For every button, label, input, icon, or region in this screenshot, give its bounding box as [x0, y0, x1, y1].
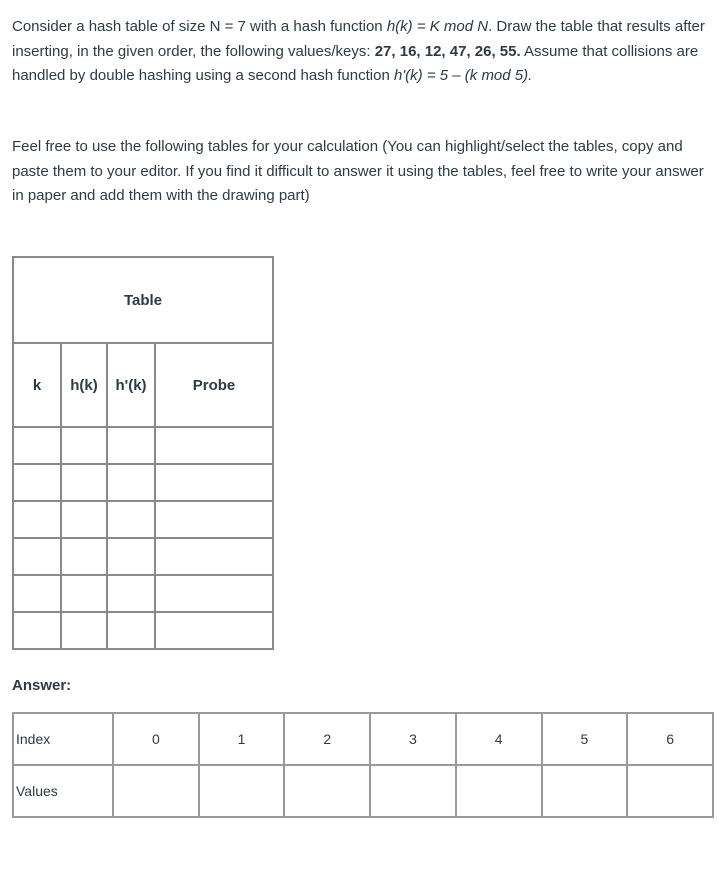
answer-table[interactable]: [12, 712, 714, 818]
values-label: Values: [13, 765, 113, 817]
calc-cell[interactable]: [13, 575, 61, 612]
table-row: [13, 464, 273, 501]
calc-cell[interactable]: [155, 575, 273, 612]
value-cell[interactable]: [456, 765, 542, 817]
calc-cell[interactable]: [13, 612, 61, 649]
value-cell[interactable]: [199, 765, 285, 817]
index-cell: 3: [370, 713, 456, 765]
question-text-c: Assume that collisions are handled by double hashing using a second hash function: [12, 42, 699, 84]
value-cell[interactable]: [370, 765, 456, 817]
keys-list: 27, 16, 12, 47, 26, 55.: [374, 42, 521, 60]
calc-cell[interactable]: [155, 612, 273, 649]
index-cell: 4: [456, 713, 542, 765]
value-cell[interactable]: [542, 765, 628, 817]
calc-cell[interactable]: [155, 464, 273, 501]
table-row: [13, 538, 273, 575]
instructions-paragraph: Feel free to use the following tables for your calculation (You can highlight/select the tables, copy and paste them to your editor. If you find it difficult to answer it using the tables, feel free to write your answer in paper and add them with the drawing part): [12, 138, 704, 204]
calc-cell[interactable]: [13, 427, 61, 464]
second-hash-function: h'(k) = 5 – (k mod 5).: [393, 67, 533, 84]
calc-cell[interactable]: [107, 427, 155, 464]
question-text-b: . Draw the table that results after inserting, in the given order, the following values/keys:: [12, 18, 705, 60]
calc-cell[interactable]: [155, 501, 273, 538]
answer-label: Answer:: [12, 677, 72, 694]
values-row: [13, 765, 713, 817]
calc-table-caption: Table: [13, 257, 273, 343]
hash-function: h(k) = K mod N: [386, 18, 489, 35]
calc-cell[interactable]: [13, 538, 61, 575]
calc-cell[interactable]: [61, 427, 107, 464]
value-cell[interactable]: [113, 765, 199, 817]
calc-cell[interactable]: [155, 427, 273, 464]
index-cell: 1: [199, 713, 285, 765]
index-cell: 5: [542, 713, 628, 765]
calc-cell[interactable]: [155, 538, 273, 575]
question-text-a: Consider a hash table of size N = 7 with a hash function: [12, 18, 387, 35]
calculation-table[interactable]: [12, 256, 274, 650]
calc-cell[interactable]: [107, 464, 155, 501]
value-cell[interactable]: [284, 765, 370, 817]
calc-cell[interactable]: [107, 538, 155, 575]
calc-header-k: k: [13, 343, 61, 427]
table-row: [13, 575, 273, 612]
question-paragraph: [12, 15, 712, 89]
calc-header-probe: Probe: [155, 343, 273, 427]
calc-cell[interactable]: [107, 575, 155, 612]
calc-cell[interactable]: [61, 538, 107, 575]
table-row: [13, 612, 273, 649]
calc-cell[interactable]: [13, 464, 61, 501]
index-label: Index: [13, 713, 113, 765]
calc-cell[interactable]: [61, 501, 107, 538]
calc-header-h2k: h'(k): [107, 343, 155, 427]
table-row: [13, 427, 273, 464]
index-cell: 0: [113, 713, 199, 765]
calc-header-hk: h(k): [61, 343, 107, 427]
calc-cell[interactable]: [61, 575, 107, 612]
index-row: [13, 713, 713, 765]
calc-cell[interactable]: [107, 612, 155, 649]
calc-cell[interactable]: [61, 612, 107, 649]
calc-cell[interactable]: [61, 464, 107, 501]
value-cell[interactable]: [627, 765, 713, 817]
calc-cell[interactable]: [13, 501, 61, 538]
index-cell: 2: [284, 713, 370, 765]
calc-cell[interactable]: [107, 501, 155, 538]
table-row: [13, 501, 273, 538]
index-cell: 6: [627, 713, 713, 765]
